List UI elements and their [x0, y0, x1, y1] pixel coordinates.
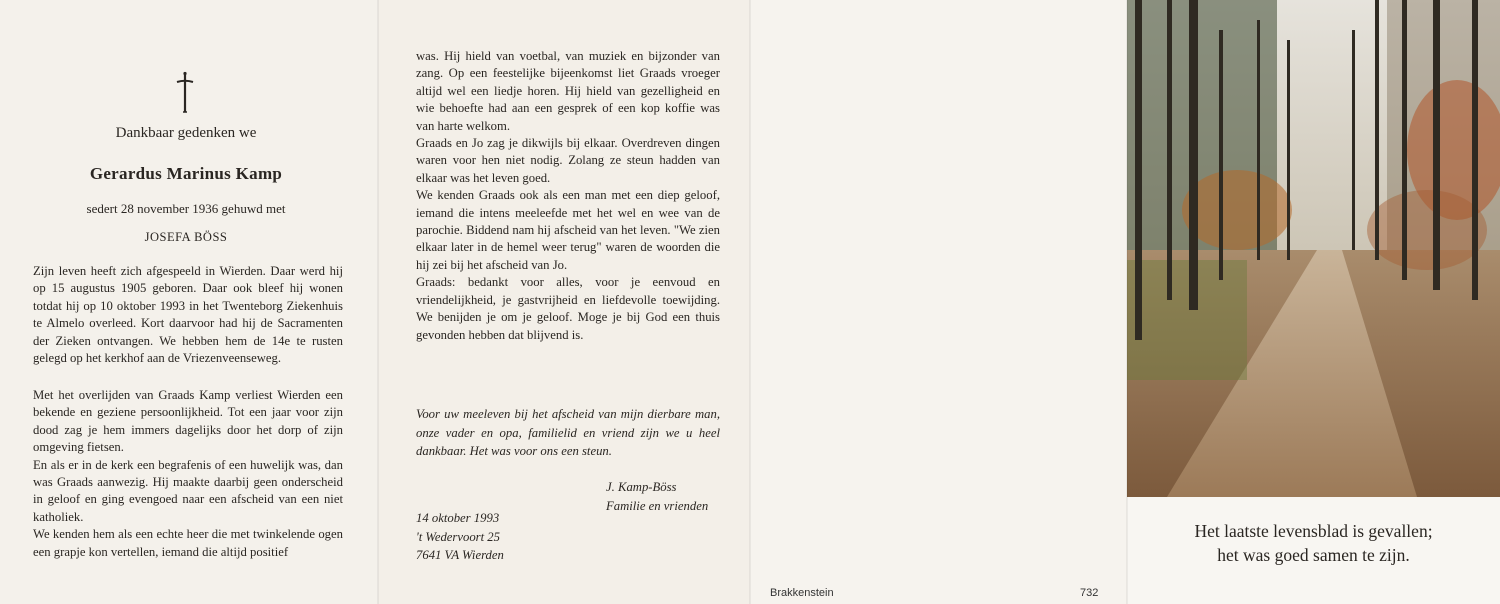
thanks-note: Voor uw meeleven bij het afscheid van mijn dierbare man, onze vader en opa, familielid en vriend zijn we u heel dankbaar. Het was voor ons een steun. — [416, 407, 720, 459]
tribute-paragraph: was. Hij hield van voetbal, van muziek en bijzonder van zang. Op een feestelijke bijeenkomst liet Graads vroeger altijd wel een liedje horen. Hij hield van gezelligheid en wie behoefte had aan een gesprek of een kop koffie was van harte welkom. — [416, 49, 720, 133]
forest-path-photo — [1127, 0, 1500, 497]
memorial-verse — [1127, 519, 1500, 567]
card-page-blank — [750, 0, 1127, 604]
city-line: 7641 VA Wierden — [416, 548, 504, 563]
married-line: sedert 28 november 1936 gehuwd met — [86, 201, 286, 216]
street-line: 't Wedervoort 25 — [416, 529, 500, 544]
tribute-text-left — [33, 387, 343, 561]
date-line: 14 oktober 1993 — [416, 511, 500, 525]
card-page-left — [0, 0, 378, 604]
fold-line — [377, 0, 379, 604]
verse-line-2: het was goed samen te zijn. — [1217, 545, 1410, 565]
tribute-paragraph: We kenden hem als een echte heer die met twinkelende ogen een grapje kon vertellen, iemand die altijd positief — [33, 527, 343, 559]
card-page-photo — [1127, 0, 1500, 604]
tribute-paragraph: Graads en Jo zag je dikwijls bij elkaar. Overdreven dingen waren voor hen niet nodig. Zolang ze steun hadden van elkaar was het leven goed. — [416, 136, 720, 185]
life-paragraph: Zijn leven heeft zich afgespeeld in Wierden. Daar werd hij op 15 augustus 1905 geboren. Daar ook bleef hij wonen totdat hij op 10 oktober 1993 in het Twenteborg Ziekenhuis te Almelo overleed. Kort daarvoor had hij de Sacramenten der Zieken ontvangen. We hebben hem de 14e te rusten gelegd op het kerkhof aan de Vriezenveenseweg. — [33, 264, 343, 366]
cross-icon — [174, 70, 196, 114]
tribute-paragraph: Graads: bedankt voor alles, voor je eenvoud en vriendelijkheid, je gastvrijheid en liefdevolle toewijding. We benijden je om je geloof. Moge je bij God een thuis gevonden hebben dat blijvend is. — [416, 275, 720, 342]
tribute-paragraph: We kenden Graads ook als een man met een diep geloof, iemand die intens meeleefde met het wel en wee van de parochie. Biddend nam hij afscheid van het leven. "We zien elkaar later in de hemel weer terug" waren de woorden die hij zei bij het afscheid van Jo. — [416, 188, 720, 272]
card-page-middle — [378, 0, 750, 604]
signature-family: Familie en vrienden — [606, 498, 709, 513]
spouse-name: JOSEFA BÖSS — [144, 230, 228, 244]
printer-name: Brakkenstein — [770, 587, 834, 599]
date-address-block — [416, 509, 504, 565]
tribute-text-right — [416, 48, 720, 344]
card-number: 732 — [1080, 587, 1099, 599]
verse-line-1: Het laatste levensblad is gevallen; — [1194, 521, 1433, 541]
tribute-paragraph: Met het overlijden van Graads Kamp verliest Wierden een bekende en geziene persoonlijkheid. Tot een jaar voor zijn dood zag je hem immers dagelijks door het dorp of zijn omgeving fietsen. — [33, 388, 343, 455]
tribute-paragraph: En als er in de kerk een begrafenis of een huwelijk was, dan was Graads aanwezig. Hij maakte daarbij geen onderscheid in geloof en ging evengoed naar een afscheid van een niet katholiek. — [33, 457, 343, 524]
signature-block — [606, 478, 708, 515]
intro-heading: Dankbaar gedenken we — [115, 125, 257, 141]
fold-line — [749, 0, 751, 604]
deceased-name: Gerardus Marinus Kamp — [89, 164, 283, 183]
fold-line — [1126, 0, 1128, 604]
signature-name: J. Kamp-Böss — [606, 480, 677, 494]
